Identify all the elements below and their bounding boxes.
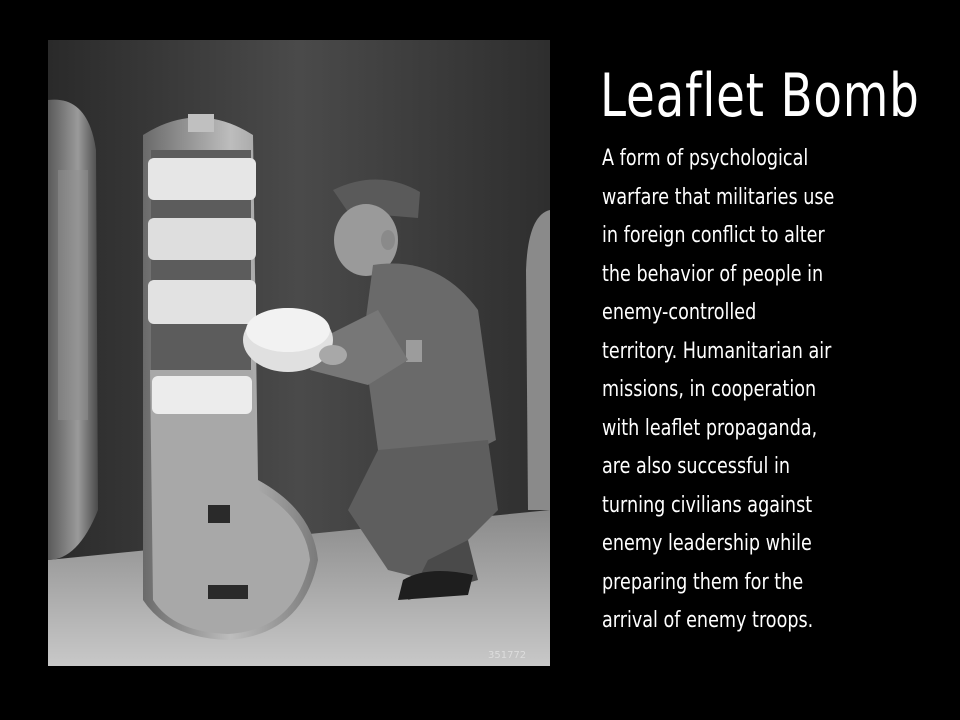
slide-title: Leaflet Bomb (600, 61, 920, 131)
body-line: are also successful in (602, 454, 790, 479)
body-line: preparing them for the (602, 569, 804, 595)
body-line: A form of psychological (602, 146, 809, 171)
svg-text:351772: 351772 (488, 650, 527, 661)
body-line: in foreign conflict to alter (602, 223, 825, 248)
body-line: with leaflet propaganda, (602, 415, 818, 441)
body-line: the behavior of people in (602, 261, 824, 287)
body-line: warfare that militaries use (602, 184, 835, 210)
slide-body (602, 140, 890, 641)
body-line: enemy leadership while (602, 531, 812, 556)
body-line: arrival of enemy troops. (602, 608, 814, 633)
body-line: turning civilians against (602, 492, 813, 518)
body-line: missions, in cooperation (602, 377, 817, 402)
body-line: territory. Humanitarian air (602, 338, 832, 364)
body-line: enemy-controlled (602, 300, 757, 325)
leaflet-bomb-photo (48, 40, 550, 666)
